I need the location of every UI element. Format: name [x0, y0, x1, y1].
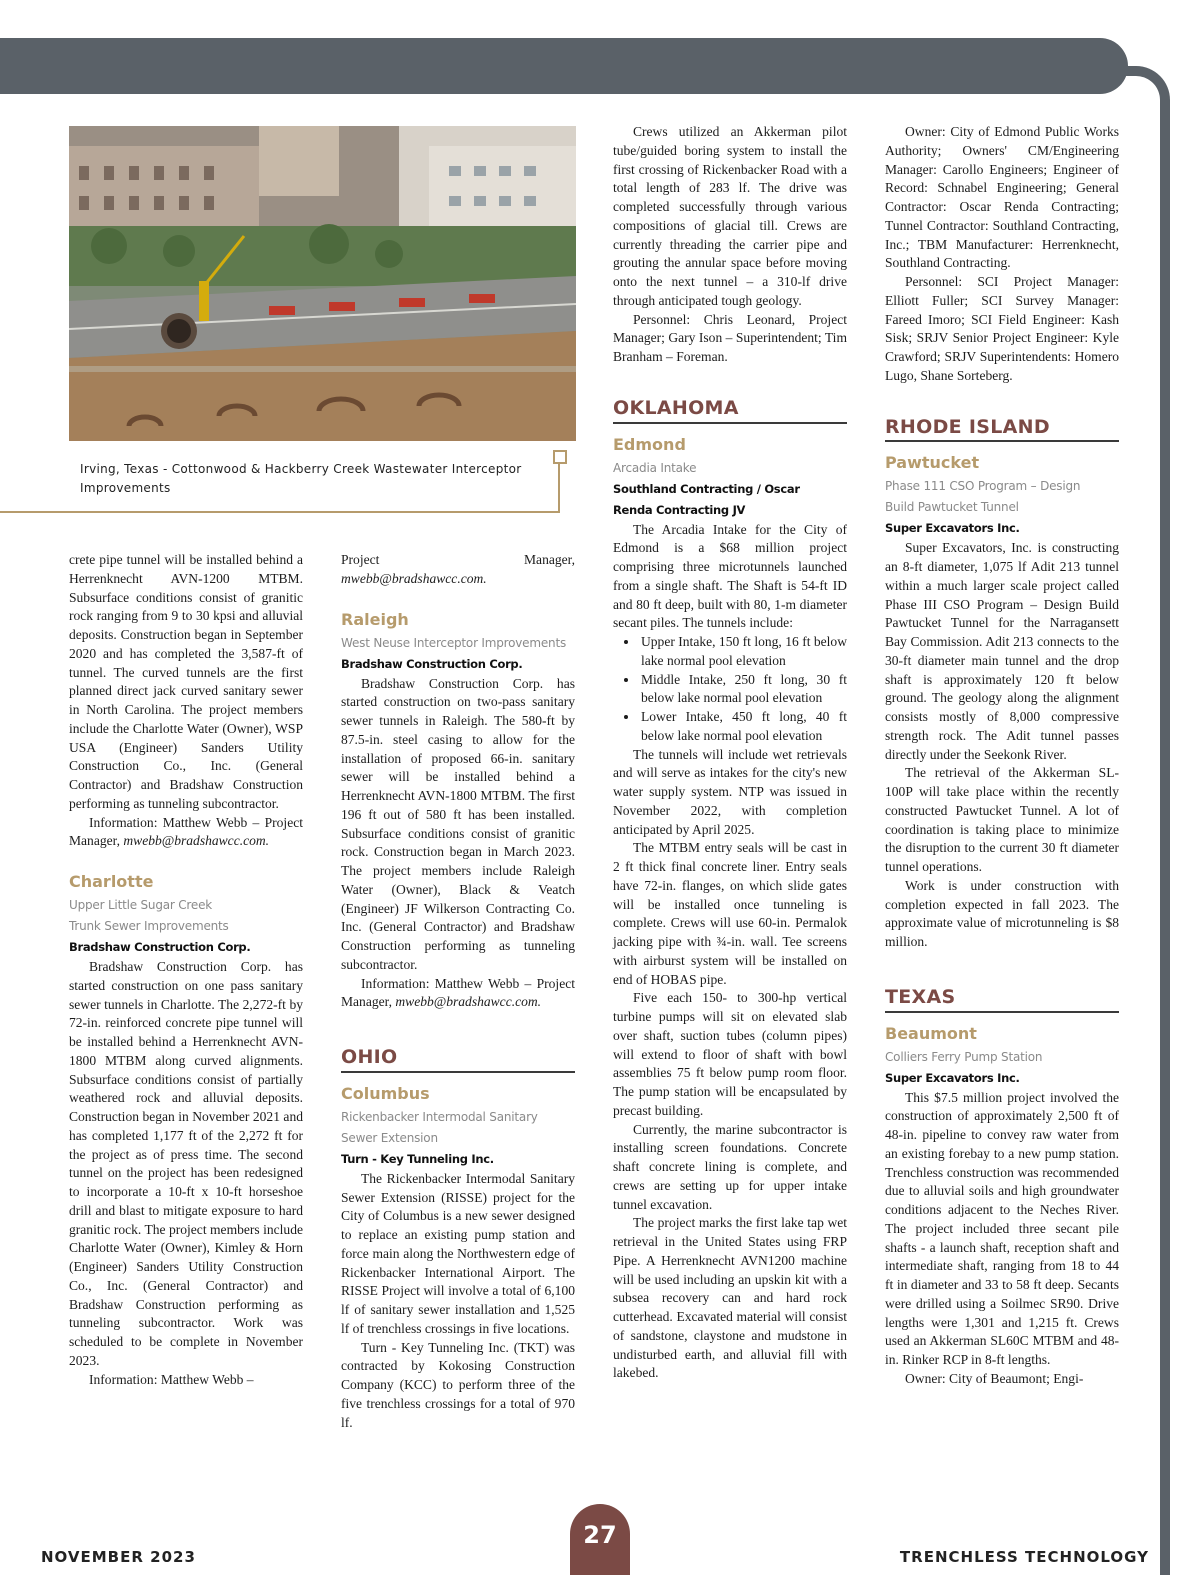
- paragraph: The MTBM entry seals will be cast in 2 ft thick final concrete liner. Entry seals have 72-in. flanges, on which slide gates will be installed once tunneling is complete. Crews will use 60-in. Permalok jacking pipe with ¾-in. wall. Tee screens with airburst system will be installed on end of HOBAS pipe.: [613, 840, 847, 987]
- paragraph: Five each 150- to 300-hp vertical turbine pumps will sit on elevated slab over shaft, suction tubes (column pipes) will extend to floor of shaft with bowl assemblies 75 ft below pump room floor. The pump station will be encapsulated by precast building.: [613, 990, 847, 1118]
- project-name: Trunk Sewer Improvements: [69, 919, 229, 933]
- paragraph: Currently, the marine subcontractor is installing screen foundations. Concrete shaft concrete lining is complete, and crews are setting up for upper intake tunnel excavation.: [613, 1121, 847, 1212]
- paragraph: Owner: City of Edmond Public Works Authority; Owners' CM/Engineering Manager: Carollo Engineers; Engineer of Record: Schnabel Engineering; General Contractor: Oscar Renda Contracting; Tunnel Contractor: Southland Contracting, Inc.; TBM Manufacturer: Herrenknecht, Southland Contracting.: [885, 124, 1119, 271]
- paragraph: The project marks the first lake tap wet retrieval in the United States using FRP Pipe. A Herrenknecht AVN1200 machine will be used including an upskin kit with a subsea recovery can and hard rock cutterhead. Excavated material will consist of sandstone, claystone and mudstone in undisturbed earth, and alluvial fill with lakebed.: [613, 1215, 847, 1381]
- paragraph-info: [69, 814, 303, 852]
- column-1: [69, 551, 303, 1389]
- city-heading-beaumont: Beaumont: [885, 1023, 977, 1043]
- paragraph: The Rickenbacker Intermodal Sanitary Sewer Extension (RISSE) project for the City of Columbus is a new sewer designed to replace an existing pump station and force main along the Northwestern edge of Rickenbacker International Airport. The RISSE Project will involve a total of 6,100 lf of sanitary sewer installation and 1,525 lf of trenchless crossings in five locations.: [341, 1170, 575, 1336]
- column-2: [341, 551, 575, 1432]
- paragraph: This $7.5 million project involved the construction of approximately 2,500 ft of 48-in. pipeline to convey raw water from an existing forebay to a new pump station. Trenchless construction was recommended due to alluvial soils and high groundwater conditions adjacent to the Neches River. The project included three secant pile shafts - a launch shaft, reception shaft and intermediate shaft, ranging from 18 to 44 ft in diameter and 33 to 58 ft deep. Secants were drilled using a Soilmec SR90. Drive lengths were 1,301 and 1,215 ft. Crews used an Akkerman SL60C MTBM and 48-in. Rinker RCP in 8-ft lengths.: [885, 1089, 1119, 1367]
- info-text: Project Manager,: [341, 552, 575, 567]
- paragraph: Super Excavators, Inc. is constructing an 8-ft diameter, 1,075 lf Adit 213 tunnel within a much larger scale project called Phase III CSO Program – Design Build Pawtucket Tunnel for the Narragansett Bay Commission. Adit 213 connects to the 30-ft diameter main tunnel and the drop shaft is approximately 120 ft below ground. The geology along the alignment consists mostly of 8,000 compressive strength rock. The Adit tunnel passes directly under the Seekonk River.: [885, 540, 1119, 762]
- state-heading-oklahoma: OKLAHOMA: [613, 399, 847, 424]
- paragraph: Owner: City of Beaumont; Engi-: [905, 1370, 1084, 1386]
- paragraph: Turn - Key Tunneling Inc. (TKT) was contracted by Kokosing Construction Company (KCC) to perform three of the five trenchless crossings for a total of 970 lf.: [341, 1339, 575, 1430]
- project-name: Colliers Ferry Pump Station: [885, 1049, 1043, 1064]
- photo-caption: Irving, Texas - Cottonwood & Hackberry Creek Wastewater Interceptor Improvements: [80, 462, 522, 495]
- paragraph-info: [341, 551, 575, 589]
- project-name: Sewer Extension: [341, 1130, 438, 1145]
- info-text: Information: Matthew Webb – Project Manager,: [69, 814, 303, 849]
- list-item: • Upper Intake, 150 ft long, 16 ft below lake normal pool elevation: [639, 633, 847, 671]
- photo-illustration: [69, 126, 576, 441]
- list-item: • Lower Intake, 450 ft long, 40 ft below lake normal pool elevation: [639, 708, 847, 746]
- email-link[interactable]: mwebb@bradshawcc.com.: [123, 833, 270, 849]
- column-3: [613, 123, 847, 1383]
- state-heading-ohio: OHIO: [341, 1048, 575, 1073]
- city-heading-columbus: Columbus: [341, 1083, 430, 1103]
- project-name: Arcadia Intake: [613, 460, 697, 475]
- contractor-name: Bradshaw Construction Corp.: [69, 940, 251, 954]
- state-heading-rhode-island: RHODE ISLAND: [885, 418, 1119, 443]
- intake-list: [613, 633, 847, 746]
- caption-rule-horizontal: [0, 511, 560, 513]
- project-name: West Neuse Interceptor Improvements: [341, 635, 567, 650]
- project-name: Upper Little Sugar Creek: [69, 898, 213, 912]
- header-bar: [0, 38, 1128, 94]
- paragraph: Work is under construction with completion expected in fall 2023. The approximate value of microtunneling is $8 million.: [885, 877, 1119, 949]
- paragraph-info: Information: Matthew Webb –: [89, 1371, 254, 1387]
- footer-issue-date: NOVEMBER 2023: [41, 1548, 196, 1566]
- aerial-construction-photo: [69, 126, 576, 441]
- column-4: [885, 123, 1119, 1389]
- caption-rule-vertical: [558, 458, 560, 513]
- contractor-name: Super Excavators Inc.: [885, 1070, 1020, 1085]
- paragraph: Bradshaw Construction Corp. has started construction on two-pass sanitary sewer tunnels in Raleigh. The 580-ft by 87.5-in. steel casing to allow for the installation of proposed 66-in. sanitary sewer will be installed behind a Herrenknecht AVN-1800 MTBM. The first 196 ft out of 580 ft has been installed. Subsurface conditions consist of granitic rock. Construction began in March 2023. The project members include Raleigh Water (Owner), Black & Veatch (Engineer) JF Wilkerson Contracting Co. Inc. (General Contractor) and Bradshaw Construction performing as tunneling subcontractor.: [341, 675, 575, 972]
- email-link[interactable]: mwebb@bradshawcc.com.: [341, 570, 487, 586]
- caption-square-icon: [553, 450, 567, 464]
- contractor-name: Southland Contracting / Oscar: [613, 481, 800, 496]
- project-name: Phase 111 CSO Program – Design: [885, 479, 1081, 494]
- city-heading-raleigh: Raleigh: [341, 609, 409, 629]
- paragraph: Bradshaw Construction Corp. has started construction on one pass sanitary sewer tunnels in Charlotte. The 2,272-ft by 72-in. reinforced concrete pipe tunnel will be installed behind a Herrenknecht AVN-1800 MTBM along curved alignments. Subsurface conditions consist of partially weathered rock and alluvial deposits. Construction began in November 2021 and has completed 1,177 ft of the 2,272 ft for the project as of press time. The second tunnel on the project has been redesigned to incorporate a 10-ft x 10-ft horseshoe drill and blast to mitigate exposure to hard granitic rock. The project members include Charlotte Water (Owner), Kimley & Horn (Engineer) Sanders Utility Construction Co., Inc. (General Contractor) and Bradshaw Construction performing as tunneling subcontractor. Work was scheduled to be complete in November 2023.: [69, 959, 303, 1368]
- info-text: Information: Matthew Webb – Project Manager,: [341, 975, 575, 1010]
- contractor-name: Renda Contracting JV: [613, 502, 746, 517]
- paragraph: Personnel: SCI Project Manager: Elliott Fuller; SCI Survey Manager: Fareed Imoro; SCI Field Engineer: Kash Sisk; SRJV Senior Project Engineer: Kyle Crawford; SRJV Superintendents: Homero Lugo, Shane Sorteberg.: [885, 274, 1119, 383]
- project-name: Build Pawtucket Tunnel: [885, 500, 1019, 515]
- paragraph: The retrieval of the Akkerman SL-100P will take place within the recently constructed Pawtucket Tunnel. A lot of coordination is taking place to minimize the disruption to the current 30 ft diameter tunnel operations.: [885, 765, 1119, 874]
- contractor-name: Bradshaw Construction Corp.: [341, 656, 523, 671]
- paragraph: Personnel: Chris Leonard, Project Manager; Gary Ison – Superintendent; Tim Branham – Foreman.: [613, 311, 847, 364]
- page-number: 27: [570, 1504, 630, 1575]
- contractor-name: Super Excavators Inc.: [885, 521, 1020, 536]
- paragraph-info: [341, 975, 575, 1013]
- city-heading-pawtucket: Pawtucket: [885, 453, 980, 473]
- footer-magazine-name: TRENCHLESS TECHNOLOGY: [899, 1548, 1149, 1566]
- project-name: Rickenbacker Intermodal Sanitary: [341, 1109, 538, 1124]
- city-heading-edmond: Edmond: [613, 434, 686, 454]
- email-link[interactable]: mwebb@bradshawcc.com.: [395, 994, 542, 1010]
- paragraph: The Arcadia Intake for the City of Edmond is a $68 million project comprising three microtunnels launched from a single shaft. The Shaft is 54-ft ID and 80 ft deep, built with 80, 1-m diameter secant piles. The tunnels include:: [613, 521, 847, 631]
- paragraph: crete pipe tunnel will be installed behind a Herrenknecht AVN-1200 MTBM. Subsurface conditions consist of granitic rock ranging from 9 to 30 kpsi and alluvial deposits. Construction began in September 2020 and has completed the 3,587-ft of tunnel. The curved tunnels are the first planned direct jack curved sanitary sewer in North Carolina. The project members include the Charlotte Water (Owner), WSP USA (Engineer) Sanders Utility Construction Co., Inc. (General Contractor) and Bradshaw Construction performing as tunneling subcontractor.: [69, 552, 303, 811]
- state-heading-texas: TEXAS: [885, 988, 1119, 1013]
- page-frame-border: [1110, 66, 1170, 1575]
- city-heading-charlotte: Charlotte: [69, 872, 154, 891]
- paragraph: Crews utilized an Akkerman pilot tube/guided boring system to install the first crossing of Rickenbacker Road with a total length of 283 lf. The drive was completed successfully through various compositions of glacial till. Crews are currently threading the carrier pipe and grouting the annular space before moving onto the next tunnel – a 310-lf drive through anticipated tough geology.: [613, 124, 847, 308]
- paragraph: The tunnels will include wet retrievals and will serve as intakes for the city's new water supply system. NTP was issued in November 2022, with completion anticipated by April 2025.: [613, 746, 847, 837]
- contractor-name: Turn - Key Tunneling Inc.: [341, 1151, 494, 1166]
- list-item: • Middle Intake, 250 ft long, 30 ft below lake normal pool elevation: [639, 671, 847, 709]
